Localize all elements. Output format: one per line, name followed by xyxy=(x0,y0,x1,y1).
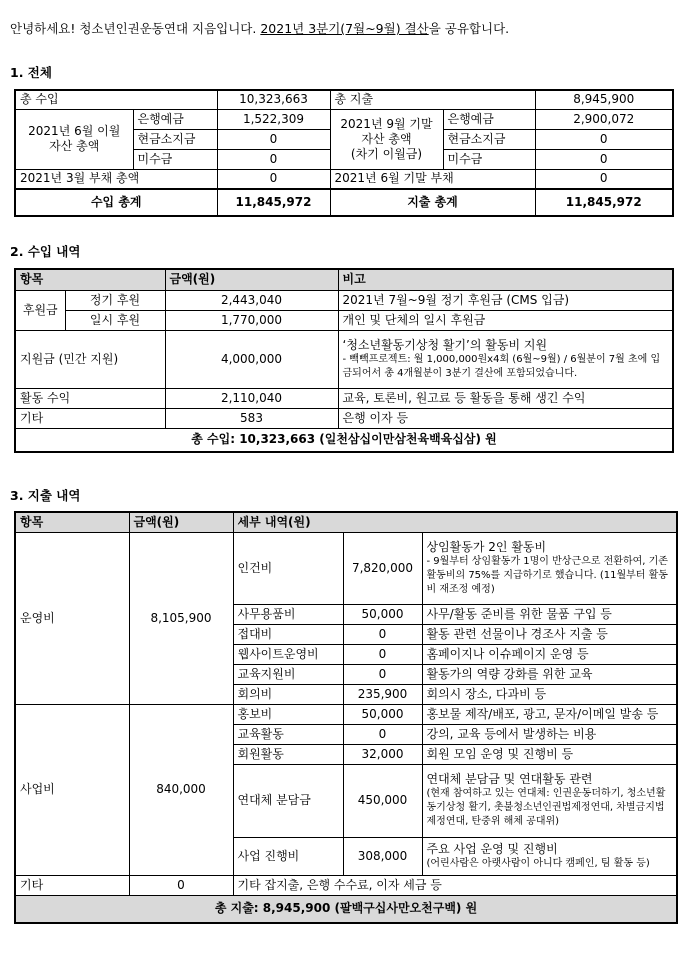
biz-item-amount: 32,000 xyxy=(343,744,422,764)
onetime-label: 일시 후원 xyxy=(65,310,165,330)
income-table xyxy=(14,268,674,453)
ops-item-name: 인건비 xyxy=(233,532,343,604)
overall-table xyxy=(14,89,674,217)
ops-item-note-detail: - 9월부터 상임활동가 1명이 반상근으로 전환하여, 기존 활동비의 75%를 지급하기로 했습니다. (11월부터 활동비 재조정 예정) xyxy=(426,555,668,595)
biz-item-name: 사업 진행비 xyxy=(233,837,343,875)
income-etc-amount: 583 xyxy=(165,408,338,428)
section3-heading: 3. 지출 내역 xyxy=(10,488,81,503)
income-sum-value: 11,845,972 xyxy=(217,189,330,216)
debt-june-label: 2021년 6월 기말 부채 xyxy=(330,169,535,189)
biz-item-name: 교육활동 xyxy=(233,724,343,744)
assets-sept-label-line1: 2021년 9월 기말 xyxy=(340,116,433,131)
june-cash-label: 현금소지금 xyxy=(133,129,217,149)
june-receivable-value: 0 xyxy=(217,149,330,169)
assets-sept-label-line2: 자산 총액 xyxy=(361,131,412,146)
june-bank-label: 은행예금 xyxy=(133,109,217,129)
ops-amount: 8,105,900 xyxy=(129,532,233,704)
biz-item-note-detail: (현재 참여하고 있는 연대체: 인권운동더하기, 청소년활동기상청 활기, 촛불청소년인권법제정연대, 차별금지법제정연대, 탄중위 해체 공대위) xyxy=(426,788,666,827)
biz-item-name: 홍보비 xyxy=(233,704,343,724)
june-cash-value: 0 xyxy=(217,129,330,149)
ops-item-amount: 235,900 xyxy=(343,684,422,704)
sept-receivable-label: 미수금 xyxy=(443,149,535,169)
income-etc-note: 은행 이자 등 xyxy=(338,408,673,428)
activity-amount: 2,110,040 xyxy=(165,388,338,408)
ops-item-note: 활동가의 역량 강화를 위한 교육 xyxy=(422,664,677,684)
biz-label: 사업비 xyxy=(15,704,129,875)
ops-item-name: 교육지원비 xyxy=(233,664,343,684)
total-income-value: 10,323,663 xyxy=(217,90,330,109)
grant-label: 지원금 (민간 지원) xyxy=(15,330,165,388)
biz-item-note: 강의, 교육 등에서 발생하는 비용 xyxy=(422,724,677,744)
income-col-note: 비고 xyxy=(338,269,673,290)
debt-march-label: 2021년 3월 부채 총액 xyxy=(15,169,217,189)
ops-item-name: 회의비 xyxy=(233,684,343,704)
biz-amount: 840,000 xyxy=(129,704,233,875)
biz-item-amount: 0 xyxy=(343,724,422,744)
regular-label: 정기 후원 xyxy=(65,290,165,310)
intro-underlined: 2021년 3분기(7월~9월) 결산 xyxy=(260,21,429,36)
ops-item-note: 회의시 장소, 다과비 등 xyxy=(422,684,677,704)
ops-item-amount: 0 xyxy=(343,644,422,664)
expense-etc-label: 기타 xyxy=(15,875,129,895)
sept-cash-label: 현금소지금 xyxy=(443,129,535,149)
ops-item-note xyxy=(422,532,677,604)
regular-note: 2021년 7월~9월 정기 후원금 (CMS 입금) xyxy=(338,290,673,310)
debt-march-value: 0 xyxy=(217,169,330,189)
assets-june-label-line2: 자산 총액 xyxy=(49,139,100,153)
june-receivable-label: 미수금 xyxy=(133,149,217,169)
expense-sum-value: 11,845,972 xyxy=(535,189,673,216)
ops-item-amount: 7,820,000 xyxy=(343,532,422,604)
ops-item-name: 웹사이트운영비 xyxy=(233,644,343,664)
ops-item-note-main: 상임활동가 2인 활동비 xyxy=(426,539,547,554)
biz-item-amount: 308,000 xyxy=(343,837,422,875)
biz-item-name: 연대체 분담금 xyxy=(233,764,343,837)
ops-label: 운영비 xyxy=(15,532,129,704)
grant-note-main: ‘청소년활동기상청 활기’의 활동비 지원 xyxy=(342,337,548,352)
activity-note: 교육, 토론비, 원고료 등 활동을 통해 생긴 수익 xyxy=(338,388,673,408)
ops-item-amount: 0 xyxy=(343,624,422,644)
section1-heading: 1. 전체 xyxy=(10,65,52,80)
biz-item-note xyxy=(422,764,677,837)
regular-amount: 2,443,040 xyxy=(165,290,338,310)
ops-item-amount: 0 xyxy=(343,664,422,684)
onetime-note: 개인 및 단체의 일시 후원금 xyxy=(338,310,673,330)
biz-item-name: 회원활동 xyxy=(233,744,343,764)
biz-item-note-main: 주요 사업 운영 및 진행비 xyxy=(426,841,558,856)
expense-col-detail: 세부 내역(원) xyxy=(233,512,677,532)
income-total: 총 수입: 10,323,663 (일천삼십이만삼천육백육십삼) 원 xyxy=(15,428,673,452)
activity-label: 활동 수익 xyxy=(15,388,165,408)
expense-table xyxy=(14,511,678,924)
assets-june-label xyxy=(15,109,133,169)
grant-note xyxy=(338,330,673,388)
total-expense-value: 8,945,900 xyxy=(535,90,673,109)
ops-item-amount: 50,000 xyxy=(343,604,422,624)
grant-amount: 4,000,000 xyxy=(165,330,338,388)
expense-etc-note: 기타 잡지출, 은행 수수료, 이자 세금 등 xyxy=(233,875,677,895)
grant-note-detail: - 빽빽프로젝트: 월 1,000,000원x4회 (6월~9월) / 6월분이 7월 초에 입금되어서 총 4개월분이 3분기 결산에 포함되었습니다. xyxy=(342,353,661,379)
onetime-amount: 1,770,000 xyxy=(165,310,338,330)
ops-item-note: 사무/활동 준비를 위한 물품 구입 등 xyxy=(422,604,677,624)
biz-item-note-detail: (어린사람은 아랫사람이 아니다 캠페인, 팀 활동 등) xyxy=(426,857,650,869)
debt-june-value: 0 xyxy=(535,169,673,189)
expense-sum-label: 지출 총계 xyxy=(330,189,535,216)
assets-sept-label-line3: (차기 이월금) xyxy=(350,146,423,161)
ops-item-name: 접대비 xyxy=(233,624,343,644)
sept-cash-value: 0 xyxy=(535,129,673,149)
intro-prefix: 안녕하세요! 청소년인권운동연대 지음입니다. xyxy=(10,21,261,36)
section2-heading: 2. 수입 내역 xyxy=(10,244,81,259)
income-col-amount: 금액(원) xyxy=(165,269,338,290)
biz-item-note: 회원 모임 운영 및 진행비 등 xyxy=(422,744,677,764)
sept-receivable-value: 0 xyxy=(535,149,673,169)
sept-bank-value: 2,900,072 xyxy=(535,109,673,129)
expense-col-item: 항목 xyxy=(15,512,129,532)
assets-june-label-line1: 2021년 6월 이월 xyxy=(28,124,121,138)
biz-item-note xyxy=(422,837,677,875)
assets-sept-label xyxy=(330,109,443,169)
june-bank-value: 1,522,309 xyxy=(217,109,330,129)
income-sum-label: 수입 총계 xyxy=(15,189,217,216)
intro-text xyxy=(10,19,509,37)
income-etc-label: 기타 xyxy=(15,408,165,428)
biz-item-amount: 50,000 xyxy=(343,704,422,724)
ops-item-note: 홈페이지나 이슈페이지 운영 등 xyxy=(422,644,677,664)
expense-col-amount: 금액(원) xyxy=(129,512,233,532)
total-expense-label: 총 지출 xyxy=(330,90,535,109)
intro-suffix: 을 공유합니다. xyxy=(428,21,510,36)
biz-item-note: 홍보물 제작/배포, 광고, 문자/이메일 발송 등 xyxy=(422,704,677,724)
income-col-item: 항목 xyxy=(15,269,165,290)
expense-total: 총 지출: 8,945,900 (팔백구십사만오천구백) 원 xyxy=(15,895,677,923)
sept-bank-label: 은행예금 xyxy=(443,109,535,129)
ops-item-name: 사무용품비 xyxy=(233,604,343,624)
biz-item-note-main: 연대체 분담금 및 연대활동 관련 xyxy=(426,772,593,786)
total-income-label: 총 수입 xyxy=(15,90,217,109)
ops-item-note: 활동 관련 선물이나 경조사 지출 등 xyxy=(422,624,677,644)
biz-item-amount: 450,000 xyxy=(343,764,422,837)
expense-etc-amount: 0 xyxy=(129,875,233,895)
donation-label: 후원금 xyxy=(15,290,65,330)
